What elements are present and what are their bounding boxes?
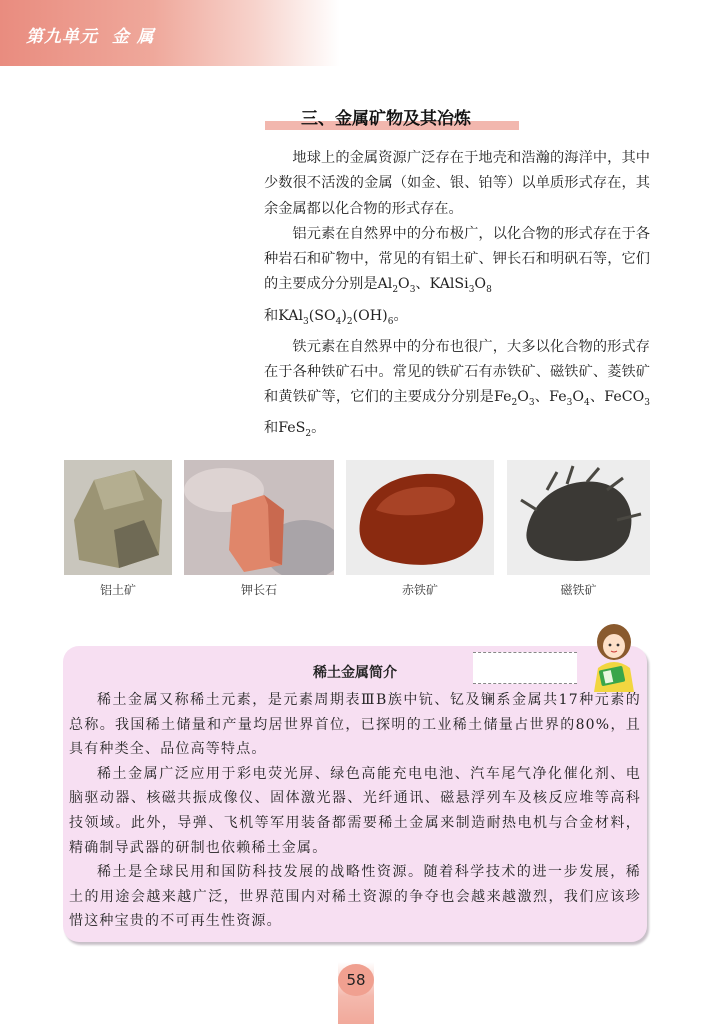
body-text	[264, 146, 650, 448]
box-title: 稀土金属简介	[313, 665, 397, 681]
bauxite-photo	[64, 460, 172, 575]
box-paragraph-2: 稀土金属广泛应用于彩电荧光屏、绿色高能充电电池、汽车尾气净化催化剂、电脑驱动器、核磁共振成像仪、固体激光器、光纤通讯、磁悬浮列车及核反应堆等高科技领域。此外，导弹、飞机等军用装备都需要稀土金属来制造耐热电机与合金材料，精确制导武器的研制也依赖稀土金属。	[69, 765, 641, 856]
paragraph-2: 铝元素在自然界中的分布极广，以化合物的形式存在于各种岩石和矿物中，常见的有铝土矿、钾长石和明矾石等，它们的主要成分分别是$Al_2O_3$、$KAlSi_3O_8$ 和$KAl_3(SO_4)_2(OH)_6$。	[264, 225, 650, 327]
hematite-caption: 赤铁矿	[401, 583, 438, 597]
box-paragraph-1: 稀土金属又称稀土元素，是元素周期表ⅢB族中钪、钇及镧系金属共17种元素的总称。我国稀土储量和产量均居世界首位，已探明的工业稀土储量占世界的80%，且具有种类全、品位高等特点。	[69, 692, 641, 758]
mineral-photos	[0, 460, 728, 600]
potash-feldspar-caption: 钾长石	[240, 583, 277, 597]
rare-earth-info-box	[63, 646, 647, 942]
header-unit: 第九单元	[26, 27, 98, 47]
box-text	[69, 688, 641, 934]
bauxite-caption: 铝土矿	[99, 583, 136, 597]
hematite-photo	[346, 460, 494, 575]
potash-feldspar-photo	[184, 460, 334, 575]
chapter-header	[0, 0, 340, 66]
magnetite-caption: 磁铁矿	[560, 583, 597, 597]
paragraph-1: 地球上的金属资源广泛存在于地壳和浩瀚的海洋中，其中少数很不活泼的金属（如金、银、铂等）以单质形式存在，其余金属都以化合物的形式存在。	[264, 150, 650, 217]
header-title: 金 属	[111, 27, 155, 47]
reading-girl-illustration	[584, 620, 642, 692]
page-number: 58	[338, 964, 374, 996]
paragraph-3: 铁元素在自然界中的分布也很广，大多以化合物的形式存在于各种铁矿石中。常见的铁矿石有赤铁矿、磁铁矿、菱铁矿和黄铁矿等，它们的主要成分分别是$Fe_2O_3$、$Fe_3O_4$、FeCO$_3$和FeS$_2$。	[264, 338, 650, 440]
magnetite-photo	[507, 460, 650, 575]
section-title: 三、金属矿物及其冶炼	[265, 104, 519, 128]
box-paragraph-3: 稀土是全球民用和国防科技发展的战略性资源。随着科学技术的进一步发展，稀土的用途会越来越广泛，世界范围内对稀土资源的争夺也会越来越激烈，我们应该珍惜这种宝贵的不可再生性资源。	[69, 864, 641, 930]
